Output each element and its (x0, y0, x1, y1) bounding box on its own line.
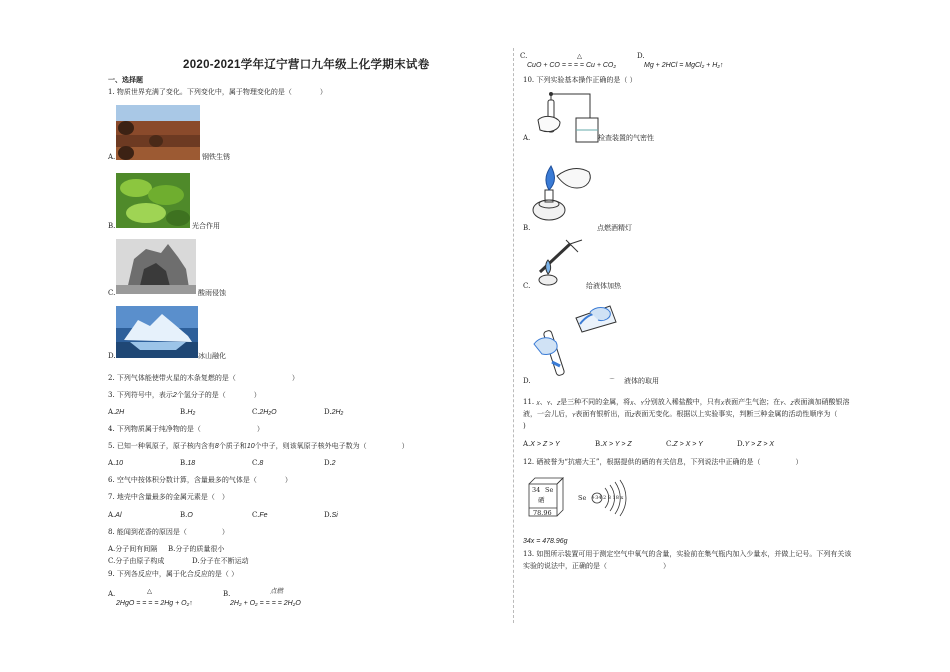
q9-option-a-equation: 2HgO = = = = 2Hg + O₂↑ (116, 600, 193, 607)
liquid-pouring-diagram (530, 300, 620, 382)
q4-stem: 4. 下列物质属于纯净物的是（ ） (108, 425, 264, 433)
q3-option-b: $B.H_2$ (180, 408, 196, 417)
q10-option-d-text: 液体的取用 (624, 377, 659, 385)
q9-option-c-condition: △ (577, 52, 582, 60)
q10-option-c-text: 给液体加热 (586, 282, 621, 290)
q1-option-b-key: B. (108, 222, 116, 230)
page-title: 2020-2021学年辽宁营口九年级上化学期末试卷 (183, 59, 430, 71)
q5-stem: 5. 已知一种氧原子，原子核内含有8个质子和10个中子，则该氧原子核外电子数为（ ） (108, 442, 409, 450)
q10-option-b-key: B. (523, 224, 531, 232)
q7-option-b: B.O (180, 511, 193, 519)
green-leaves-image (116, 173, 190, 228)
q11-line-3: ) (523, 422, 526, 430)
q8-option-d: D.分子在不断运动 (192, 557, 249, 565)
q12-equation: 34x = 478.96g (523, 538, 568, 545)
q13-line-2: 实验的说法中，正确的是（ ） (523, 562, 670, 570)
q11-option-c: C.Z > X > Y (666, 440, 703, 448)
q1-option-b-text: 光合作用 (192, 222, 220, 230)
q1-stem: 1. 物质世界充满了变化。下列变化中，属于物理变化的是（ ） (108, 88, 327, 96)
q11-option-d: D.Y > Z > X (737, 440, 775, 448)
q8-option-a: A.分子间有间隔 (108, 545, 158, 553)
q6-stem: 6. 空气中按体积分数计算，含量最多的气体是（ ） (108, 476, 292, 484)
q8-option-b: B.分子的质量很小 (168, 545, 225, 553)
iceberg-image (116, 306, 198, 358)
q8-option-c: C.分子由原子构成 (108, 557, 165, 565)
q5-option-d: D.2 (324, 459, 336, 467)
q5-option-a: A.10 (108, 459, 124, 467)
q9-option-a-condition: △ (147, 587, 152, 595)
q11-option-a: A.X > Z > Y (523, 440, 560, 448)
q9-option-c-equation: CuO + CO = = = = Cu + CO₂ (527, 62, 617, 69)
q5-option-b: B.18 (180, 459, 196, 467)
q10-option-d-key: D. (523, 377, 531, 385)
column-divider (513, 48, 514, 623)
q7-option-c: C.Fe (252, 511, 268, 519)
bottle-stopper-icon (606, 371, 618, 379)
selenium-atomic-mass: 78.96 (533, 509, 552, 517)
alcohol-lamp-lighting-diagram (527, 154, 597, 224)
q9-option-b-equation: 2H₂ + O₂ = = = = 2H₂O (230, 600, 301, 607)
q10-option-b-text: 点燃酒精灯 (597, 224, 632, 232)
q3-stem: 3. 下列符号中，表示2个氢分子的是（ ） (108, 391, 261, 399)
q9-option-b-key: B. (223, 590, 231, 598)
q3-option-d: $D.2H_2$ (324, 408, 344, 417)
q3-option-a: A.2H (108, 408, 125, 416)
q11-line-1: 11. $_X$、$_Y$、$_Z$是三种不同的金属，将$_X$、$_Y$分别放入稀盐酸中，只有$_X$表面产生气泡；在$_Y$、$_Z$表面滴加硝酸银溶 (523, 398, 850, 407)
q10-option-c-key: C. (523, 282, 531, 290)
selenium-nucleus-charge: +34 (591, 495, 602, 501)
q10-stem: 10. 下列实验基本操作正确的是（ ） (523, 76, 637, 84)
q1-option-c-key: C. (108, 289, 116, 297)
selenium-atom-symbol: Se (578, 494, 587, 502)
q7-option-d: D.Si (324, 511, 338, 519)
q10-option-a-text: 检查装置的气密性 (598, 134, 654, 142)
q11-option-b: B.X > Y > Z (595, 440, 632, 448)
section-heading: 一、选择题 (108, 77, 143, 84)
q9-option-c-key: C. (520, 52, 528, 60)
liquid-heating-diagram (530, 236, 585, 288)
q1-option-a-text: 钢铁生锈 (202, 153, 230, 161)
q2-stem: 2. 下列气体能使带火星的木条复燃的是（ ） (108, 374, 299, 382)
q3-option-c: $C.2H_2O$ (252, 408, 277, 417)
selenium-atomic-number: 34 (532, 486, 541, 494)
selenium-symbol: Se (545, 486, 554, 494)
airtightness-check-diagram (530, 90, 605, 146)
q5-option-c: C.8 (252, 459, 264, 467)
q1-option-d-text: 冰山融化 (198, 352, 226, 360)
q9-stem: 9. 下列各反应中，属于化合反应的是（ ） (108, 570, 239, 578)
q1-option-d-key: D. (108, 352, 116, 360)
q11-line-2: 液，一会儿后，$_Y$表面有银析出，而$_Z$表面无变化。根据以上实验事实，判断三种金属的活动性顺序为（ (523, 410, 838, 419)
q1-option-a-key: A. (108, 153, 116, 161)
q13-line-1: 13. 如图所示装置可用于测定空气中氧气的含量，实验前在集气瓶内加入少量水，并做上记号。下列有关该 (523, 550, 852, 558)
q1-option-c-text: 酸雨侵蚀 (198, 289, 226, 297)
q9-option-d-equation: Mg + 2HCl = MgCl₂ + H₂↑ (644, 62, 724, 69)
q9-option-b-condition: 点燃 (270, 588, 283, 595)
q9-option-d-key: D. (637, 52, 645, 60)
selenium-electron-shells: 2 8 18 x (603, 495, 624, 501)
q7-option-a: A.Al (108, 511, 122, 519)
q7-stem: 7. 地壳中含量最多的金属元素是（ ） (108, 493, 229, 501)
rusty-pipes-image (116, 105, 200, 160)
q8-stem: 8. 能闻到花香的原因是（ ） (108, 528, 229, 536)
eroded-statue-image (116, 239, 196, 294)
q12-stem: 12. 硒被誉为“抗癌大王”，根据提供的硒的有关信息，下列说法中正确的是（ ） (523, 458, 803, 466)
q9-option-a-key: A. (108, 590, 116, 598)
q10-option-a-key: A. (523, 134, 531, 142)
selenium-name: 硒 (538, 496, 545, 504)
